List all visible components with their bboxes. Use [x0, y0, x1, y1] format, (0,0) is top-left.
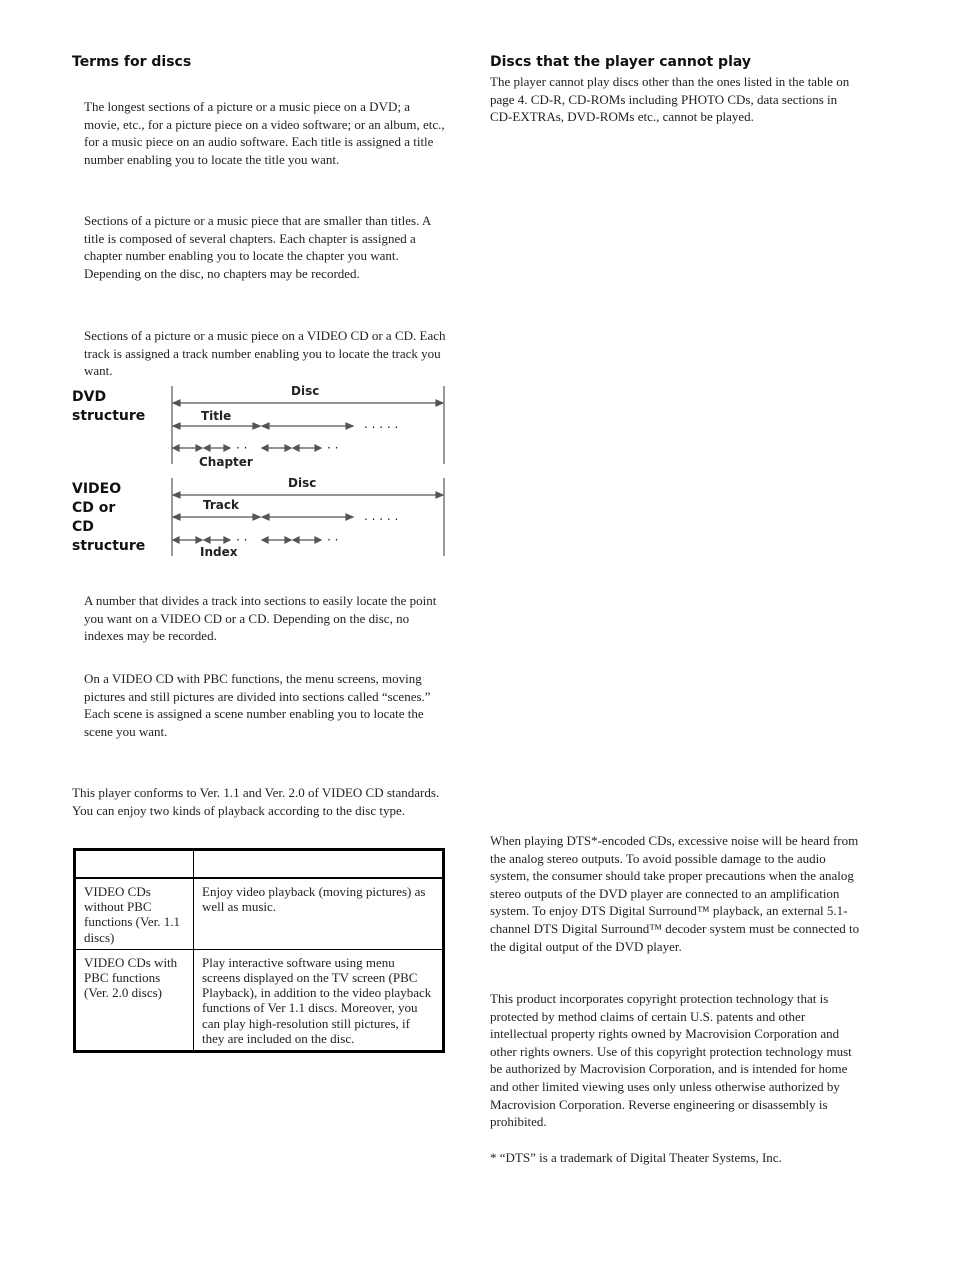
- table-row: [75, 878, 444, 949]
- dvd-title-ellipsis: . . . . .: [364, 417, 399, 431]
- table-header-cell: [75, 850, 194, 879]
- disc-type-cell: VIDEO CDs with PBC functions (Ver. 2.0 discs): [75, 949, 194, 1051]
- table-row: [75, 949, 444, 1051]
- dts-trademark-footnote: * “DTS” is a trademark of Digital Theater Systems, Inc.: [490, 1150, 782, 1165]
- vcd-index-label: Index: [200, 545, 238, 559]
- vcd-track-ellipsis: . . . . .: [364, 509, 399, 523]
- playback-description-cell: Enjoy video playback (moving pictures) as well as music.: [194, 878, 444, 949]
- vcd-structure-label-line2: CD or: [72, 500, 116, 516]
- vcd-intro: This player conforms to Ver. 1.1 and Ver. 2.0 of VIDEO CD standards. You can enjoy two kinds of playback according to the disc type.: [72, 785, 440, 818]
- vcd-structure-label-line3: CD: [72, 519, 94, 535]
- vcd-disc-label: Disc: [288, 476, 317, 490]
- vcd-index-ellipsis-2: · ·: [327, 533, 339, 547]
- track-definition: Sections of a picture or a music piece on a VIDEO CD or a CD. Each track is assigned a track number enabling you to locate the track you want.: [84, 328, 446, 379]
- title-arrows: [173, 423, 353, 429]
- playback-description-cell: Play interactive software using menu screens displayed on the TV screen (PBC Playback), in addition to the video playback functions of Ver 1.1 discs. Moreover, you can play high-resolution still pictures, if they are included on the disc.: [194, 949, 444, 1051]
- cannot-play-heading: Discs that the player cannot play: [490, 54, 752, 70]
- table-header-row: [75, 850, 444, 879]
- dvd-structure-label: [72, 388, 145, 426]
- disc-arrow: [173, 400, 443, 406]
- vcd-track-label: Track: [203, 498, 239, 512]
- vcd-structure-label-line1: VIDEO: [72, 481, 122, 497]
- copyright-notice: This product incorporates copyright protection technology that is protected by method claims of certain U.S. patents and other intellectual property rights owned by Macrovision Corporation and other rights owners. Use of this copyright protection technology must be authorized by Macrovision Corporation, and is intended for home and other limited viewing uses only unless otherwise authorized by Macrovision Corporation. Reverse engineering or disassembly is prohibited.: [490, 991, 852, 1130]
- dvd-title-label: Title: [201, 409, 232, 423]
- dvd-chapter-ellipsis-2: · ·: [327, 441, 339, 455]
- title-definition: The longest sections of a picture or a music piece on a DVD; a movie, etc., for a picture piece on a video software; or an album, etc., for a music piece on an audio software. Each title is assigned a title number enabling you to locate the title you want.: [84, 99, 445, 167]
- dvd-structure-diagram: [160, 380, 455, 472]
- vcd-structure-diagram: [160, 472, 455, 562]
- dvd-structure-label-line2: structure: [72, 408, 146, 424]
- track-arrows: [173, 514, 353, 520]
- vcd-structure-label-line4: structure: [72, 538, 146, 554]
- dvd-chapter-ellipsis: · ·: [236, 441, 248, 455]
- chapter-definition: Sections of a picture or a music piece that are smaller than titles. A title is composed of several chapters. Each chapter is assigned a chapter number enabling you to locate the chapter you want. Depending on the disc, no chapters may be recorded.: [84, 213, 431, 281]
- index-definition: A number that divides a track into sections to easily locate the point you want on a VIDEO CD or a CD. Depending on the disc, no indexes may be recorded.: [84, 593, 437, 644]
- dvd-disc-label: Disc: [291, 384, 320, 398]
- vcd-structure-label: [72, 480, 145, 556]
- terms-heading: Terms for discs: [72, 54, 192, 70]
- dvd-chapter-label: Chapter: [199, 455, 253, 469]
- vcd-index-ellipsis: · ·: [236, 533, 248, 547]
- dvd-structure-label-line1: DVD: [72, 389, 107, 405]
- scene-definition: On a VIDEO CD with PBC functions, the menu screens, moving pictures and still pictures are divided into sections called “scenes.” Each scene is assigned a scene number enabling you to locate the scene you want.: [84, 671, 431, 739]
- vcd-playback-table: [73, 848, 445, 1053]
- cannot-play-text: The player cannot play discs other than the ones listed in the table on page 4. CD-R, CD-ROMs including PHOTO CDs, data sections in CD-EXTRAs, DVD-ROMs etc., cannot be played.: [490, 74, 850, 125]
- table-header-cell: [194, 850, 444, 879]
- dts-note: When playing DTS*-encoded CDs, excessive noise will be heard from the analog stereo outputs. To avoid possible damage to the audio system, the consumer should take proper precautions when the analog stereo outputs of the DVD player are connected to an amplification system. To enjoy DTS Digital Surround™ playback, an external 5.1-channel DTS Digital Surround™ decoder system must be connected to the digital output of the DVD player.: [490, 833, 860, 954]
- disc-type-cell: VIDEO CDs without PBC functions (Ver. 1.1 discs): [75, 878, 194, 949]
